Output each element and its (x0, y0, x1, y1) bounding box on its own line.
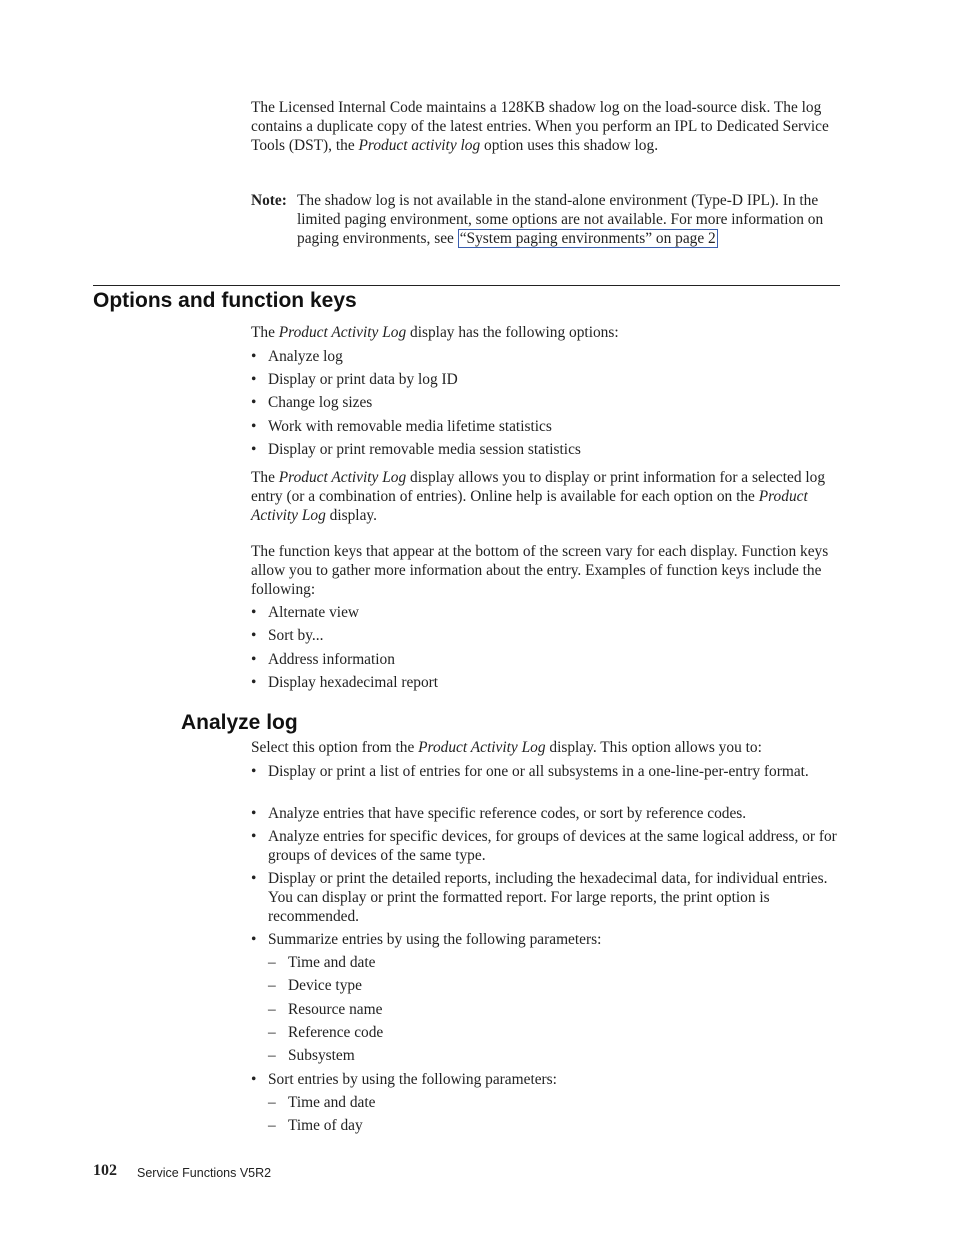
bullet-mark: • (251, 604, 257, 621)
note-label: Note: (251, 192, 287, 209)
option-display-by-id: Display or print data by log ID (268, 371, 458, 388)
bullet-mark: • (251, 371, 257, 388)
analyze-item-summarize: Summarize entries by using the following parameters: (268, 931, 602, 948)
list-item (251, 604, 841, 623)
options-heading: Options and function keys (93, 289, 357, 312)
p2-emphasis-2: Product Activity Log (251, 487, 808, 524)
summarize-resource-name: Resource name (288, 1001, 383, 1018)
option-analyze-log: Analyze log (268, 348, 343, 365)
analyze-item-devices: Analyze entries for specific devices, for groups of devices at the same logical address, or for groups of devices of the same type. (268, 828, 837, 864)
bullet-mark: • (251, 931, 257, 948)
option-change-log-sizes: Change log sizes (268, 394, 373, 411)
bullet-mark: • (251, 441, 257, 458)
key-alternate-view: Alternate view (268, 604, 360, 621)
dash-mark: – (268, 1117, 276, 1134)
list-item (251, 418, 841, 437)
list-item (251, 805, 841, 824)
function-keys-paragraph: The function keys that appear at the bottom of the screen vary for each display. Function keys allow you to gather more information about the entry. Examples of function keys include the following: (251, 543, 829, 598)
analyze-lead-a: Select this option from the (251, 739, 419, 756)
list-item (251, 651, 841, 670)
analyze-item-detailed-reports: Display or print the detailed reports, including the hexadecimal data, for individual entries. You can display or print the formatted report. For large reports, the print option is recommended. (268, 870, 828, 925)
note-text: The shadow log is not available in the stand-alone environment (Type-D IPL). In the limited paging environment, some options are not available. For more information on paging environments, see (297, 192, 824, 247)
note-block (251, 192, 841, 248)
analyze-lead (251, 739, 841, 758)
dash-mark: – (268, 1001, 276, 1018)
list-item (268, 1024, 828, 1043)
list-item (268, 1094, 828, 1113)
bullet-mark: • (251, 674, 257, 691)
dash-mark: – (268, 1047, 276, 1064)
key-address-info: Address information (268, 651, 395, 668)
option-session-stats: Display or print removable media session statistics (268, 441, 581, 458)
list-item (251, 674, 841, 693)
options-lead-b: display has the following options: (406, 324, 619, 341)
bullet-mark: • (251, 870, 257, 887)
intro-emphasis: Product activity log (358, 136, 481, 154)
bullet-mark: • (251, 763, 257, 780)
note-body (297, 192, 841, 248)
p2-emphasis-1: Product Activity Log (278, 469, 407, 486)
bullet-mark: • (251, 627, 257, 644)
bullet-mark: • (251, 805, 257, 822)
system-paging-link[interactable]: “System paging environments” on page 2 (459, 229, 716, 247)
list-item (251, 870, 841, 926)
analyze-log-heading: Analyze log (181, 711, 298, 734)
page-number: 102 (93, 1162, 117, 1179)
book-title: Service Functions V5R2 (137, 1166, 272, 1180)
analyze-item-reference-codes: Analyze entries that have specific reference codes, or sort by reference codes. (268, 805, 747, 822)
analyze-item-display-list: Display or print a list of entries for one or all subsystems in a one-line-per-entry format. (268, 763, 809, 780)
list-item (268, 1117, 828, 1136)
list-item (251, 1071, 841, 1090)
options-lead (251, 324, 841, 343)
list-item (251, 828, 841, 866)
options-lead-a: The (251, 324, 279, 341)
list-item (251, 931, 841, 950)
bullet-mark: • (251, 828, 257, 845)
intro-paragraph (251, 99, 841, 155)
bullet-mark: • (251, 394, 257, 411)
analyze-item-sort: Sort entries by using the following parameters: (268, 1071, 557, 1088)
list-item (251, 763, 841, 782)
sort-time-date: Time and date (288, 1094, 376, 1111)
p2-text-c: display. (325, 506, 377, 524)
intro-text-a: The Licensed Internal Code maintains a 128KB shadow log on the load-source disk. The log contains a duplicate copy of the latest entries. When you perform an IPL to Dedicated Service Tools (DST), the (251, 99, 829, 154)
list-item (268, 954, 828, 973)
p2-text-b: display allows you to display or print information for a selected log entry (or a combination of entries). Online help is available for each option on the (251, 469, 826, 505)
analyze-lead-b: display. This option allows you to: (545, 739, 762, 756)
summarize-subsystem: Subsystem (288, 1047, 355, 1064)
bullet-mark: • (251, 651, 257, 668)
options-lead-em: Product Activity Log (278, 324, 407, 341)
key-hex-report: Display hexadecimal report (268, 674, 439, 691)
option-lifetime-stats: Work with removable media lifetime statistics (268, 418, 552, 435)
list-item (251, 441, 841, 460)
dash-mark: – (268, 954, 276, 971)
summarize-device-type: Device type (288, 977, 362, 994)
list-item (251, 348, 841, 367)
list-item (268, 977, 828, 996)
list-item (268, 1001, 828, 1020)
list-item (251, 627, 841, 646)
bullet-mark: • (251, 348, 257, 365)
p2-text-a: The (251, 469, 279, 486)
summarize-time-date: Time and date (288, 954, 376, 971)
intro-text-b: option uses this shadow log. (480, 136, 659, 154)
list-item (251, 394, 841, 413)
bullet-mark: • (251, 418, 257, 435)
section-divider (93, 285, 840, 286)
list-item (251, 371, 841, 390)
options-paragraph (251, 469, 841, 525)
dash-mark: – (268, 977, 276, 994)
bullet-mark: • (251, 1071, 257, 1088)
summarize-reference-code: Reference code (288, 1024, 384, 1041)
key-sort-by: Sort by... (268, 627, 324, 644)
list-item (268, 1047, 828, 1066)
sort-time-of-day: Time of day (288, 1117, 363, 1134)
dash-mark: – (268, 1024, 276, 1041)
analyze-lead-em: Product Activity Log (418, 739, 546, 756)
dash-mark: – (268, 1094, 276, 1111)
